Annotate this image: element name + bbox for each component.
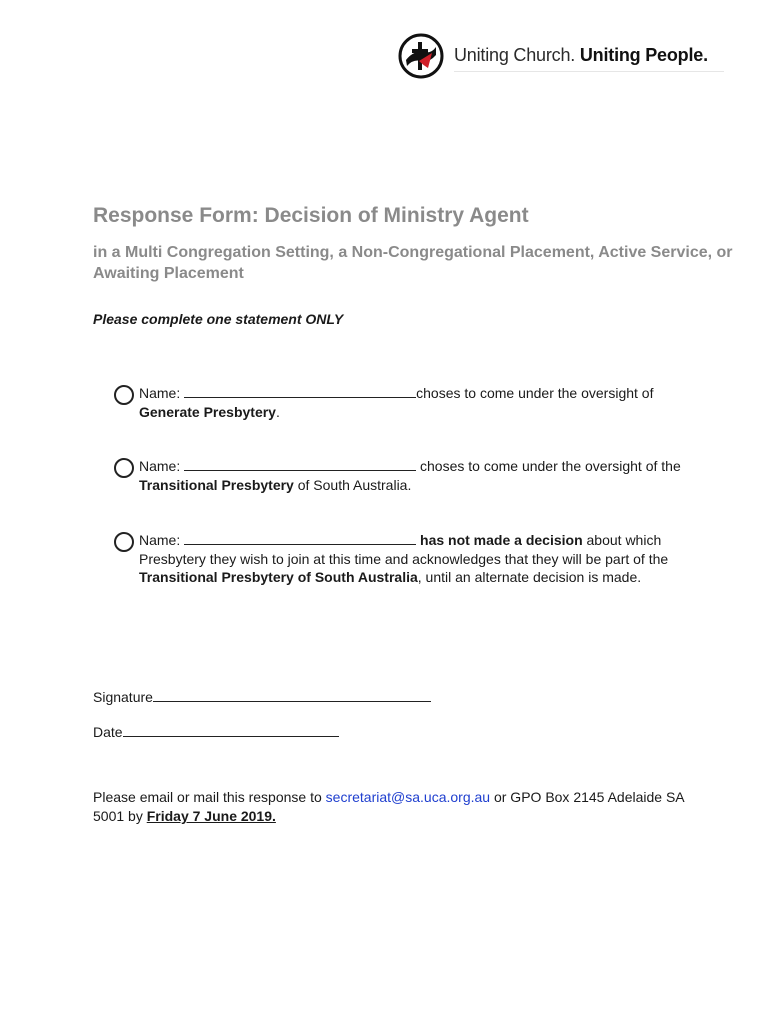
- form-title: Response Form: Decision of Ministry Agent: [93, 204, 529, 227]
- option-1-text: [139, 384, 684, 421]
- deadline-date: Friday 7 June 2019.: [146, 808, 276, 824]
- option-2-text-2: of South Australia.: [293, 476, 412, 493]
- option-2-name-label: Name:: [139, 458, 181, 474]
- date-row: [93, 722, 339, 740]
- signature-row: [93, 687, 431, 705]
- option-2-text-1: choses to come under the oversight of the: [416, 458, 681, 474]
- form-instruction: Please complete one statement ONLY: [93, 311, 344, 327]
- secretariat-email-link[interactable]: secretariat@sa.uca.org.au: [325, 789, 491, 805]
- option-1-text-1: choses to come under the oversight of: [416, 385, 654, 401]
- option-3-name-field[interactable]: [184, 531, 416, 545]
- footer-text-2: or GPO Box 2145 Adelaide SA 5001 by: [93, 789, 684, 824]
- uniting-church-emblem-icon: [398, 33, 444, 79]
- uniting-church-logo: [398, 33, 728, 79]
- option-3-text: [139, 531, 684, 587]
- signature-field[interactable]: [153, 687, 431, 702]
- option-2-presbytery: Transitional Presbytery: [139, 476, 294, 493]
- option-2-text: [139, 457, 684, 494]
- option-1-name-label: Name:: [139, 385, 181, 401]
- option-3-radio[interactable]: [114, 532, 134, 552]
- option-2-radio[interactable]: [114, 458, 134, 478]
- footer-text-1: Please email or mail this response to: [93, 789, 326, 805]
- form-subtitle: in a Multi Congregation Setting, a Non-Congregational Placement, Active Service, or Awaiting Placement: [93, 244, 733, 282]
- option-1-text-2: .: [275, 403, 280, 420]
- logo-wordmark-bold: Uniting People.: [579, 45, 708, 65]
- logo-wordmark-light: Uniting Church.: [454, 45, 576, 65]
- return-instructions: [93, 788, 713, 826]
- option-3-name-label: Name:: [139, 532, 181, 548]
- date-field[interactable]: [123, 722, 339, 737]
- option-2-name-field[interactable]: [184, 457, 416, 471]
- option-1-name-field[interactable]: [184, 384, 416, 398]
- option-3-no-decision: has not made a decision: [420, 532, 583, 548]
- logo-wordmark: [454, 45, 708, 66]
- date-label: Date: [93, 724, 123, 740]
- option-1-presbytery: Generate Presbytery: [139, 403, 276, 420]
- option-1-radio[interactable]: [114, 385, 134, 405]
- option-3-text-2: , until an alternate decision is made.: [417, 569, 642, 585]
- signature-label: Signature: [93, 689, 153, 705]
- option-3-text-1: about which Presbytery they wish to join at this time and acknowledges that they will be part of the: [139, 532, 669, 567]
- option-3-presbytery: Transitional Presbytery of South Australia: [139, 569, 418, 585]
- logo-divider: [454, 71, 724, 72]
